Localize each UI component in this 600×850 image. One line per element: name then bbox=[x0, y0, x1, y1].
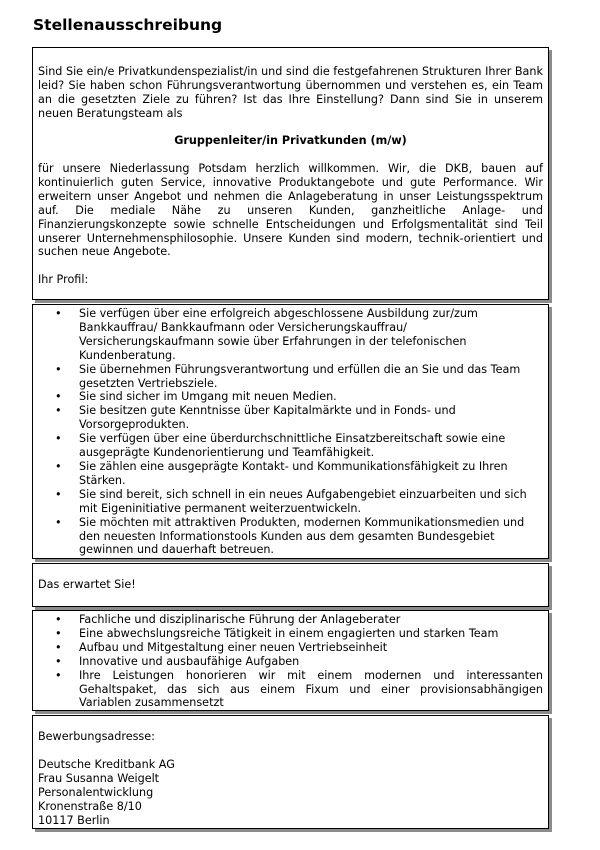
expect-item-text: Aufbau und Mitgestaltung einer neuen Vertriebseinheit bbox=[79, 640, 388, 654]
bullet-icon: • bbox=[55, 432, 62, 446]
bullet-icon: • bbox=[55, 404, 62, 418]
bullet-icon: • bbox=[55, 307, 62, 320]
expect-item bbox=[33, 669, 543, 711]
bullet-icon: • bbox=[55, 515, 62, 529]
profile-item-text: Sie verfügen über eine überdurchschnittliche Einsatzbereitschaft sowie eine ausgeprägte Kundenorientierung und Teamfähigkeit. bbox=[79, 432, 506, 460]
intro-box bbox=[32, 47, 549, 300]
address-department: Personalentwicklung bbox=[38, 786, 154, 799]
profile-item-text: Sie sind bereit, sich schnell in ein neues Aufgabengebiet einzuarbeiten und sich mit Eigeninitiative permanent weiterzuentwickeln. bbox=[79, 487, 527, 515]
expect-list bbox=[33, 613, 543, 710]
bullet-icon: • bbox=[55, 654, 62, 668]
profile-item bbox=[33, 488, 543, 516]
bullet-icon: • bbox=[55, 459, 62, 473]
intro-paragraph: Sind Sie ein/e Privatkundenspezialist/in und sind die festgefahrenen Strukturen Ihrer Bank leid? Sie haben schon Führungsverantwortung übernommen und verstehen es, ein Team an die gesetzten Ziele zu führen? Ist das Ihre Einstellung? Dann sind Sie in unserem neuen Beratungsteam als bbox=[38, 65, 543, 120]
bullet-icon: • bbox=[55, 613, 62, 626]
expect-heading-box bbox=[32, 563, 549, 607]
profile-item bbox=[33, 516, 543, 558]
expect-item bbox=[33, 655, 543, 669]
profile-item-text: Sie zählen eine ausgeprägte Kontakt- und Kommunikationsfähigkeit zu Ihren Stärken. bbox=[79, 459, 508, 487]
profile-item bbox=[33, 432, 543, 460]
address-label: Bewerbungsadresse: bbox=[38, 730, 155, 743]
expect-item bbox=[33, 641, 543, 655]
profile-item bbox=[33, 460, 543, 488]
profile-item bbox=[33, 307, 543, 363]
address-box bbox=[32, 715, 549, 829]
expect-item-text: Innovative und ausbaufähige Aufgaben bbox=[79, 654, 300, 668]
address-street: Kronenstraße 8/10 bbox=[38, 800, 142, 813]
profile-item-text: Sie übernehmen Führungsverantwortung und erfüllen die an Sie und das Team gesetzten Vertriebsziele. bbox=[79, 362, 521, 390]
expect-item-text: Eine abwechslungsreiche Tätigkeit in einem engagierten und starken Team bbox=[79, 626, 499, 640]
expect-heading: Das erwartet Sie! bbox=[38, 578, 136, 591]
address-city: 10117 Berlin bbox=[38, 814, 110, 827]
bullet-icon: • bbox=[55, 390, 62, 404]
address-contact: Frau Susanna Weigelt bbox=[38, 772, 160, 785]
bullet-icon: • bbox=[55, 668, 62, 682]
profile-item-text: Sie möchten mit attraktiven Produkten, modernen Kommunikationsmedien und den neuesten Informationstools Kunden aus dem gesamten Bundesgebiet gewinnen und dauerhaft betreuen. bbox=[79, 515, 525, 557]
profile-label: Ihr Profil: bbox=[38, 273, 89, 286]
address-company: Deutsche Kreditbank AG bbox=[38, 758, 175, 771]
bullet-icon: • bbox=[55, 487, 62, 501]
expect-item bbox=[33, 613, 543, 627]
bullet-icon: • bbox=[55, 362, 62, 376]
profile-item bbox=[33, 363, 543, 391]
profile-item bbox=[33, 404, 543, 432]
profile-item-text: Sie besitzen gute Kenntnisse über Kapitalmärkte und in Fonds- und Vorsorgeprodukten. bbox=[79, 404, 456, 432]
bullet-icon: • bbox=[55, 626, 62, 640]
profile-box bbox=[32, 304, 549, 559]
bullet-icon: • bbox=[55, 640, 62, 654]
page-title: Stellenausschreibung bbox=[33, 16, 223, 34]
expect-item-text: Ihre Leistungen honorieren wir mit einem modernen und interessanten Gehaltspaket, das sich aus einem Fixum und einer provisionsabhängigen Variablen zusammensetzt bbox=[79, 668, 543, 710]
company-description: für unsere Niederlassung Potsdam herzlich willkommen. Wir, die DKB, bauen auf kontinuierlich guten Service, innovative Produktangebote und gute Performance. Wir erweitern unser Angebot und nehmen die Anlageberatung in unser Leistungsspektrum auf. Die mediale Nähe zu unseren Kunden, ganzheitliche Anlage- und Finanzierungskonzepte sowie schnelle Entscheidungen und Erfolgsmentalität sind Teil unserer Unternehmensphilosophie. Unsere Kunden sind modern, technik-orientiert und suchen neue Angebote. bbox=[38, 162, 543, 259]
expect-item bbox=[33, 627, 543, 641]
profile-list bbox=[33, 307, 543, 557]
position-title: Gruppenleiter/in Privatkunden (m/w) bbox=[174, 134, 407, 147]
profile-item-text: Sie verfügen über eine erfolgreich abgeschlossene Ausbildung zur/zum Bankkauffrau/ Bankkaufmann oder Versicherungskauffrau/ Versicherungskaufmann sowie über Erfahrungen in der telefonischen Kundenberatung. bbox=[79, 307, 478, 362]
profile-item-text: Sie sind sicher im Umgang mit neuen Medien. bbox=[79, 390, 337, 404]
profile-item bbox=[33, 390, 543, 404]
expect-item-text: Fachliche und disziplinarische Führung der Anlageberater bbox=[79, 613, 401, 626]
expect-box bbox=[32, 610, 549, 711]
